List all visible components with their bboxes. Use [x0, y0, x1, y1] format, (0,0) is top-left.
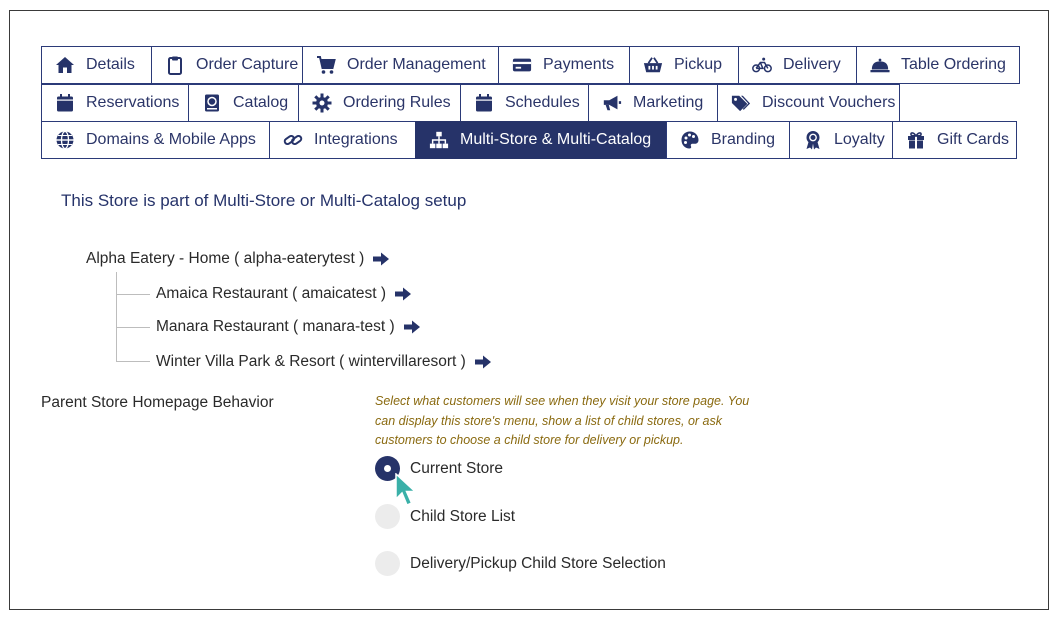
tab-schedules[interactable]	[460, 84, 589, 122]
tab-domains-mobile-apps[interactable]	[41, 121, 270, 159]
tab-label: Pickup	[674, 56, 723, 73]
tree-branch	[116, 327, 150, 328]
tab-label: Multi-Store & Multi-Catalog	[460, 131, 652, 148]
tab-gift-cards[interactable]	[892, 121, 1017, 159]
tree-branch	[116, 361, 150, 362]
homepage-behavior-hint: Select what customers will see when they visit your store page. You can display this store's menu, show a list of child stores, or ask customers to choose a child store for delivery or pickup.	[375, 394, 750, 447]
tab-payments[interactable]	[498, 46, 630, 84]
clipboard-icon	[164, 54, 186, 76]
tab-loyalty[interactable]	[789, 121, 893, 159]
tree-child-store	[156, 285, 412, 303]
tab-label: Order Management	[347, 56, 486, 73]
tab-marketing[interactable]	[588, 84, 718, 122]
book-icon	[201, 92, 223, 114]
radio-label: Child Store List	[410, 507, 516, 525]
calendar-icon	[473, 92, 495, 114]
tab-label: Schedules	[505, 94, 580, 111]
tab-order-capture[interactable]	[151, 46, 303, 84]
tab-reservations[interactable]	[41, 84, 189, 122]
tree-child-label: Winter Villa Park & Resort ( wintervillaresort )	[156, 353, 466, 370]
tab-label: Discount Vouchers	[762, 94, 896, 111]
radio-label: Current Store	[410, 459, 504, 477]
tags-icon	[730, 92, 752, 114]
arrow-right-icon[interactable]	[403, 320, 421, 334]
bicycle-icon	[751, 54, 773, 76]
tab-label: Details	[86, 56, 135, 73]
credit-card-icon	[511, 54, 533, 76]
tab-catalog[interactable]	[188, 84, 299, 122]
tab-row-2	[41, 84, 900, 122]
cart-icon	[315, 54, 337, 76]
tab-label: Payments	[543, 56, 615, 73]
arrow-right-icon[interactable]	[372, 252, 390, 266]
link-icon	[282, 129, 304, 151]
tab-label: Gift Cards	[937, 131, 1010, 148]
tab-label: Reservations	[86, 94, 180, 111]
tab-label: Catalog	[233, 94, 289, 111]
tab-label: Domains & Mobile Apps	[86, 131, 256, 148]
tab-label: Branding	[711, 131, 776, 148]
tree-branch	[116, 294, 150, 295]
tab-row-3	[41, 121, 1017, 159]
tab-label: Loyalty	[834, 131, 885, 148]
radio-label: Delivery/Pickup Child Store Selection	[410, 554, 666, 572]
tab-ordering-rules[interactable]	[298, 84, 461, 122]
tab-pickup[interactable]	[629, 46, 739, 84]
mouse-pointer-icon	[394, 473, 418, 507]
basket-icon	[642, 54, 664, 76]
tree-root-label: Alpha Eatery - Home ( alpha-eaterytest )	[86, 250, 365, 267]
tab-label: Integrations	[314, 131, 398, 148]
tab-label: Ordering Rules	[343, 94, 451, 111]
tree-child-store	[156, 353, 492, 371]
award-icon	[802, 129, 824, 151]
calendar-icon	[54, 92, 76, 114]
home-icon	[54, 54, 76, 76]
tree-child-label: Amaica Restaurant ( amaicatest )	[156, 285, 387, 302]
tree-child-label: Manara Restaurant ( manara-test )	[156, 318, 395, 335]
tab-label: Table Ordering	[901, 56, 1006, 73]
tab-integrations[interactable]	[269, 121, 416, 159]
arrow-right-icon[interactable]	[394, 287, 412, 301]
radio-delivery-pickup-child-store-selection[interactable]	[375, 551, 666, 576]
palette-icon	[679, 129, 701, 151]
tree-connector	[116, 272, 117, 361]
tab-table-ordering[interactable]	[856, 46, 1020, 84]
radio-button[interactable]	[375, 504, 400, 529]
tab-details[interactable]	[41, 46, 152, 84]
tree-child-store	[156, 318, 421, 336]
arrow-right-icon[interactable]	[474, 355, 492, 369]
section-title: This Store is part of Multi-Store or Multi-Catalog setup	[61, 191, 467, 210]
tab-multi-store-multi-catalog[interactable]	[415, 121, 667, 159]
globe-icon	[54, 129, 76, 151]
radio-child-store-list[interactable]	[375, 504, 515, 529]
homepage-behavior-label: Parent Store Homepage Behavior	[41, 394, 274, 411]
tab-order-management[interactable]	[302, 46, 499, 84]
tab-discount-vouchers[interactable]	[717, 84, 900, 122]
radio-button[interactable]	[375, 551, 400, 576]
tab-delivery[interactable]	[738, 46, 857, 84]
sitemap-icon	[428, 129, 450, 151]
tab-label: Delivery	[783, 56, 841, 73]
tree-root-store	[86, 250, 390, 268]
megaphone-icon	[601, 92, 623, 114]
gear-icon	[311, 92, 333, 114]
cloche-icon	[869, 54, 891, 76]
tab-label: Marketing	[633, 94, 704, 111]
tab-branding[interactable]	[666, 121, 790, 159]
gift-icon	[905, 129, 927, 151]
tab-row-1	[41, 46, 1020, 84]
tab-label: Order Capture	[196, 56, 299, 73]
